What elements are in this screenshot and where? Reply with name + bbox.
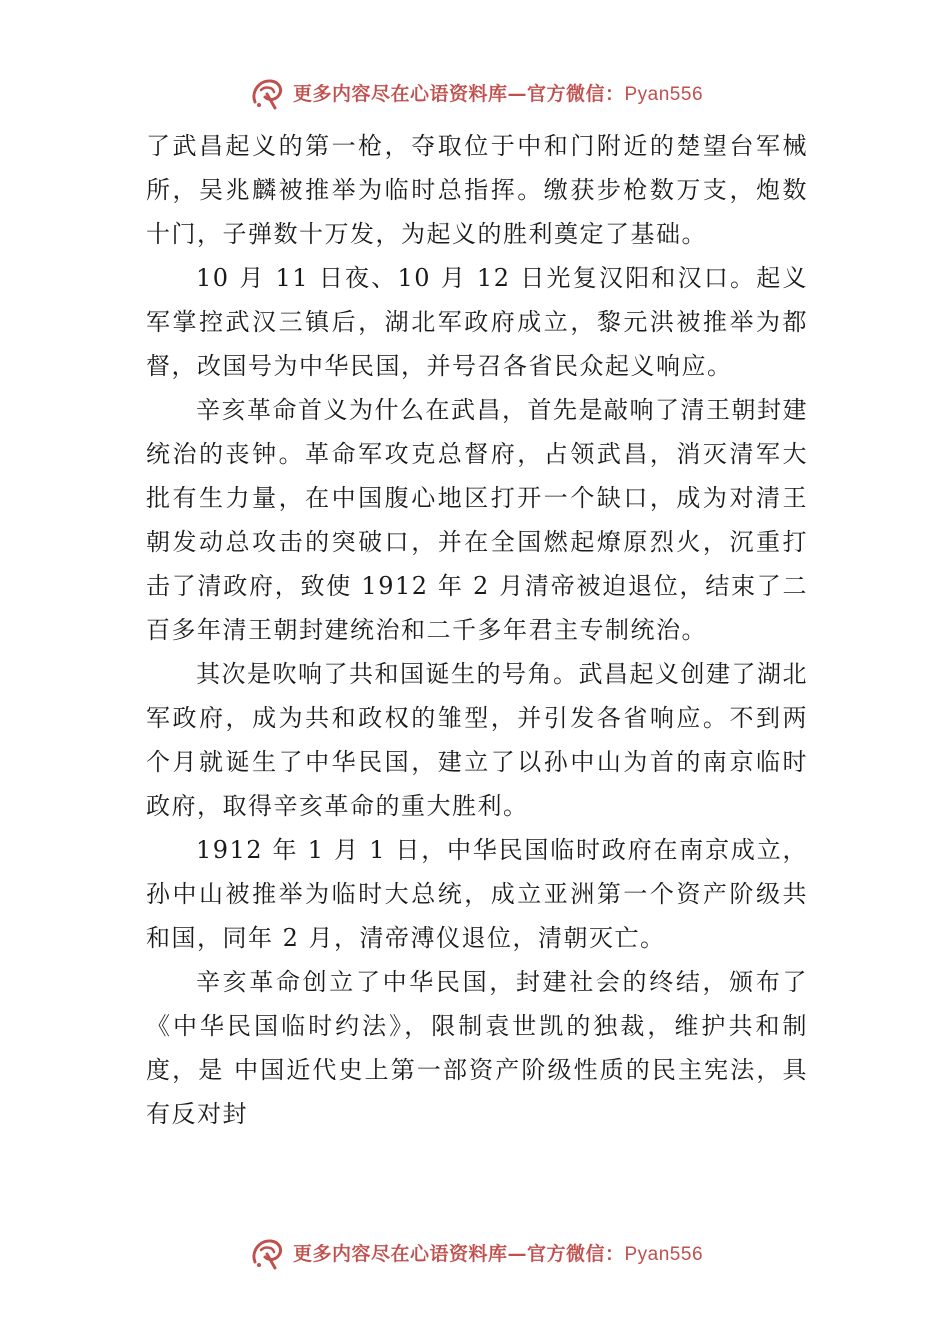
- header-watermark: [0, 72, 950, 112]
- paragraph-1: 了武昌起义的第一枪，夺取位于中和门附近的楚望台军械所，吴兆麟被推举为临时总指挥。缴获步枪数万支，炮数十门，子弹数十万发，为起义的胜利奠定了基础。: [146, 132, 808, 248]
- document-body: [146, 124, 808, 1136]
- paragraph-2: 10 月 11 日夜、10 月 12 日光复汉阳和汉口。起义军掌控武汉三镇后，湖北军政府成立，黎元洪被推举为都督，改国号为中华民国，并号召各省民众起义响应。: [146, 264, 808, 380]
- watermark-wechat-id: Pyan556: [624, 1243, 704, 1265]
- footer-watermark: [0, 1232, 950, 1272]
- watermark-brand: 更多内容尽在心语资料库—官方微信：: [292, 82, 625, 105]
- paragraph-5: 1912 年 1 月 1 日，中华民国临时政府在南京成立，孙中山被推举为临时大总统，成立亚洲第一个资产阶级共和国，同年 2 月，清帝溥仪退位，清朝灭亡。: [146, 836, 808, 952]
- watermark-brand: 更多内容尽在心语资料库—官方微信：: [292, 1242, 625, 1265]
- paragraph-4: 其次是吹响了共和国诞生的号角。武昌起义创建了湖北军政府，成为共和政权的雏型，并引发各省响应。不到两个月就诞生了中华民国，建立了以孙中山为首的南京临时政府，取得辛亥革命的重大胜利。: [146, 660, 808, 820]
- paragraph-3: 辛亥革命首义为什么在武昌，首先是敲响了清王朝封建统治的丧钟。革命军攻克总督府，占领武昌，消灭清军大批有生力量，在中国腹心地区打开一个缺口，成为对清王朝发动总攻击的突破口，并在全国燃起燎原烈火，沉重打击了清政府，致使 1912 年 2 月清帝被迫退位，结束了二百多年清王朝封建统治和二千多年君主专制统治。: [146, 396, 808, 644]
- brush-logo-icon: [247, 1232, 287, 1272]
- watermark-text: [293, 1239, 703, 1266]
- watermark-wechat-id: Pyan556: [624, 83, 704, 105]
- paragraph-6: 辛亥革命创立了中华民国，封建社会的终结，颁布了《中华民国临时约法》，限制袁世凯的独裁，维护共和制度，是 中国近代史上第一部资产阶级性质的民主宪法，具有反对封: [146, 968, 808, 1128]
- brush-logo-icon: [247, 72, 287, 112]
- watermark-text: [293, 79, 703, 106]
